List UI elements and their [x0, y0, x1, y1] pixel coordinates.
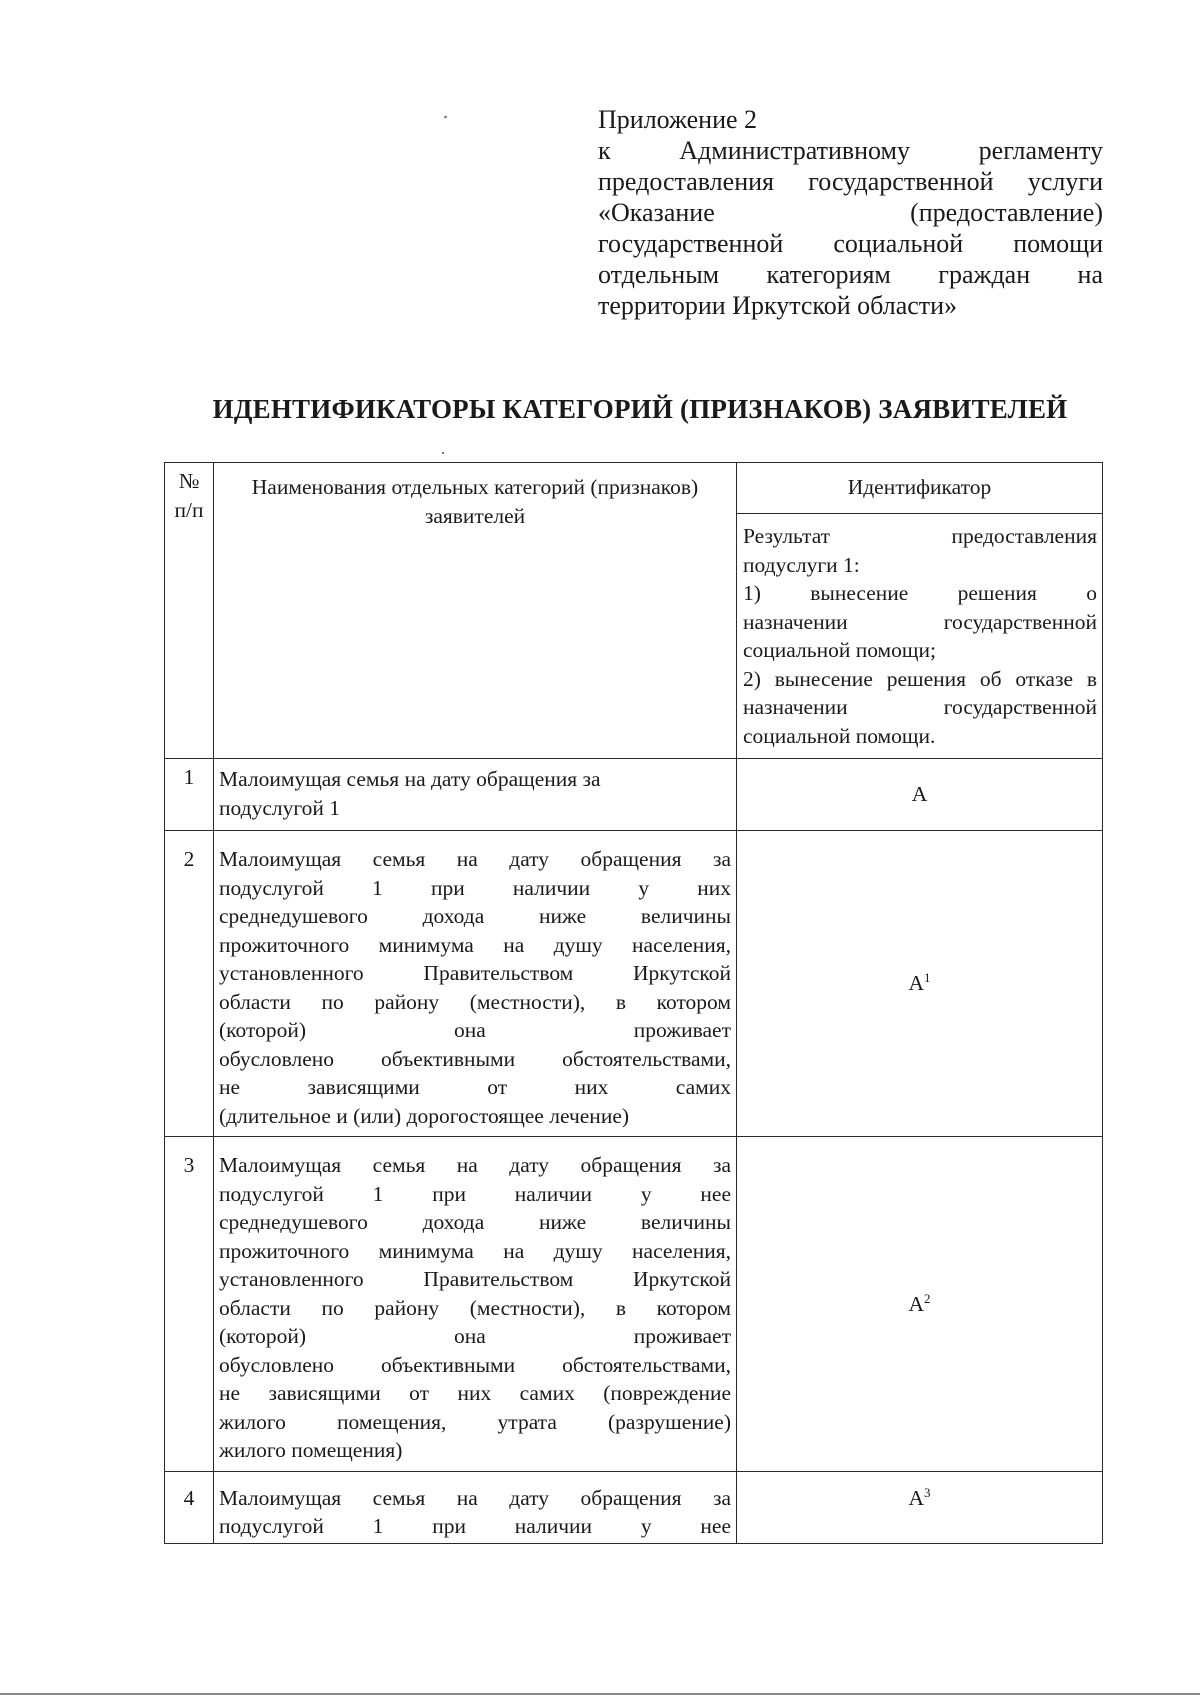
- name-line: Малоимущая семья на дату обращения за: [219, 1485, 731, 1510]
- row-number: 1: [165, 759, 214, 831]
- identifier-superscript: 2: [924, 1290, 931, 1306]
- row-identifier: [737, 759, 1103, 831]
- name-line: жилого помещения): [219, 1438, 403, 1462]
- name-line: обусловлено объективными обстоятельствами,: [219, 1046, 731, 1071]
- table-row: [165, 1137, 1103, 1472]
- name-line: прожиточного минимума на душу населения,: [219, 932, 731, 957]
- row-number: 4: [165, 1471, 214, 1543]
- name-line: (которой) она проживает: [219, 1324, 731, 1348]
- name-line: Малоимущая семья на дату обращения за: [219, 1153, 731, 1177]
- result-line: назначении государственной: [743, 609, 1097, 634]
- result-line: 2) вынесение решения об отказе в: [743, 666, 1097, 691]
- row-category-name: [214, 1471, 737, 1543]
- name-line: не зависящими от них самих (повреждение: [219, 1381, 731, 1405]
- row-category-name: [214, 1137, 737, 1472]
- table-header-row: [165, 463, 1103, 514]
- table-row: [165, 759, 1103, 831]
- scan-mark: [444, 115, 448, 118]
- row-identifier: [737, 1137, 1103, 1472]
- name-line: области по району (местности), в котором: [219, 1295, 731, 1320]
- name-line: не зависящими от них самих: [219, 1075, 731, 1099]
- name-line: среднедушевого дохода ниже величины: [219, 904, 731, 928]
- identifier-letter: А: [908, 1291, 925, 1316]
- scan-mark: [442, 452, 444, 454]
- row-number: 2: [165, 831, 214, 1137]
- identifier-superscript: 3: [924, 1484, 931, 1500]
- row-category-name: [214, 831, 737, 1137]
- appendix-block: [598, 104, 1103, 321]
- appendix-line: к Административному регламенту: [598, 136, 1103, 165]
- result-line: подуслуги 1:: [743, 552, 860, 577]
- appendix-line: территории Иркутской области»: [598, 291, 958, 320]
- name-line: подуслугой 1 при наличии у нее: [219, 1514, 731, 1538]
- name-line: (которой) она проживает: [219, 1018, 731, 1042]
- table-row: [165, 831, 1103, 1137]
- row-identifier: [737, 831, 1103, 1137]
- name-line: подуслугой 1 при наличии у нее: [219, 1181, 731, 1206]
- result-line: Результат предоставления: [743, 524, 1097, 548]
- table-row: [165, 1471, 1103, 1543]
- result-line: 1) вынесение решения о: [743, 581, 1097, 605]
- name-line: жилого помещения, утрата (разрушение): [219, 1409, 731, 1434]
- row-number: 3: [165, 1137, 214, 1472]
- name-line: установленного Правительством Иркутской: [219, 961, 731, 985]
- result-line: назначении государственной: [743, 695, 1097, 719]
- name-line: обусловлено объективными обстоятельствами,: [219, 1352, 731, 1377]
- name-line: установленного Правительством Иркутской: [219, 1267, 731, 1291]
- appendix-line: предоставления государственной услуги: [598, 167, 1103, 196]
- identifiers-table: [164, 462, 1103, 1544]
- result-line: социальной помощи;: [743, 638, 936, 662]
- appendix-line: государственной социальной помощи: [598, 229, 1103, 258]
- header-category-name: Наименования отдельных категорий (признаков) заявителей: [214, 463, 737, 759]
- header-result: [737, 514, 1103, 759]
- result-line: социальной помощи.: [743, 723, 936, 748]
- row-category-name: [214, 759, 737, 831]
- name-line: (длительное и (или) дорогостоящее лечение): [219, 1103, 630, 1128]
- name-line: прожиточного минимума на душу населения,: [219, 1238, 731, 1263]
- appendix-line: Приложение 2: [598, 105, 758, 134]
- appendix-line: отдельным категориям граждан на: [598, 260, 1103, 289]
- identifier-letter: А: [911, 782, 928, 807]
- name-line: Малоимущая семья на дату обращения за: [219, 767, 601, 791]
- document-title: ИДЕНТИФИКАТОРЫ КАТЕГОРИЙ (ПРИЗНАКОВ) ЗАЯВИТЕЛЕЙ: [212, 394, 1068, 424]
- identifier-letter: А: [908, 1485, 925, 1510]
- identifier-superscript: 1: [924, 970, 931, 986]
- name-line: подуслугой 1: [219, 795, 341, 820]
- name-line: области по району (местности), в котором: [219, 989, 731, 1014]
- row-identifier: [737, 1471, 1103, 1543]
- appendix-line: «Оказание (предоставление): [598, 198, 1103, 227]
- identifier-letter: А: [908, 971, 925, 996]
- name-line: подуслугой 1 при наличии у них: [219, 875, 731, 900]
- header-identifier: Идентификатор: [737, 463, 1103, 514]
- scan-edge-line: [0, 1693, 1200, 1695]
- name-line: среднедушевого дохода ниже величины: [219, 1210, 731, 1234]
- header-number: № п/п: [165, 463, 214, 759]
- name-line: Малоимущая семья на дату обращения за: [219, 847, 731, 871]
